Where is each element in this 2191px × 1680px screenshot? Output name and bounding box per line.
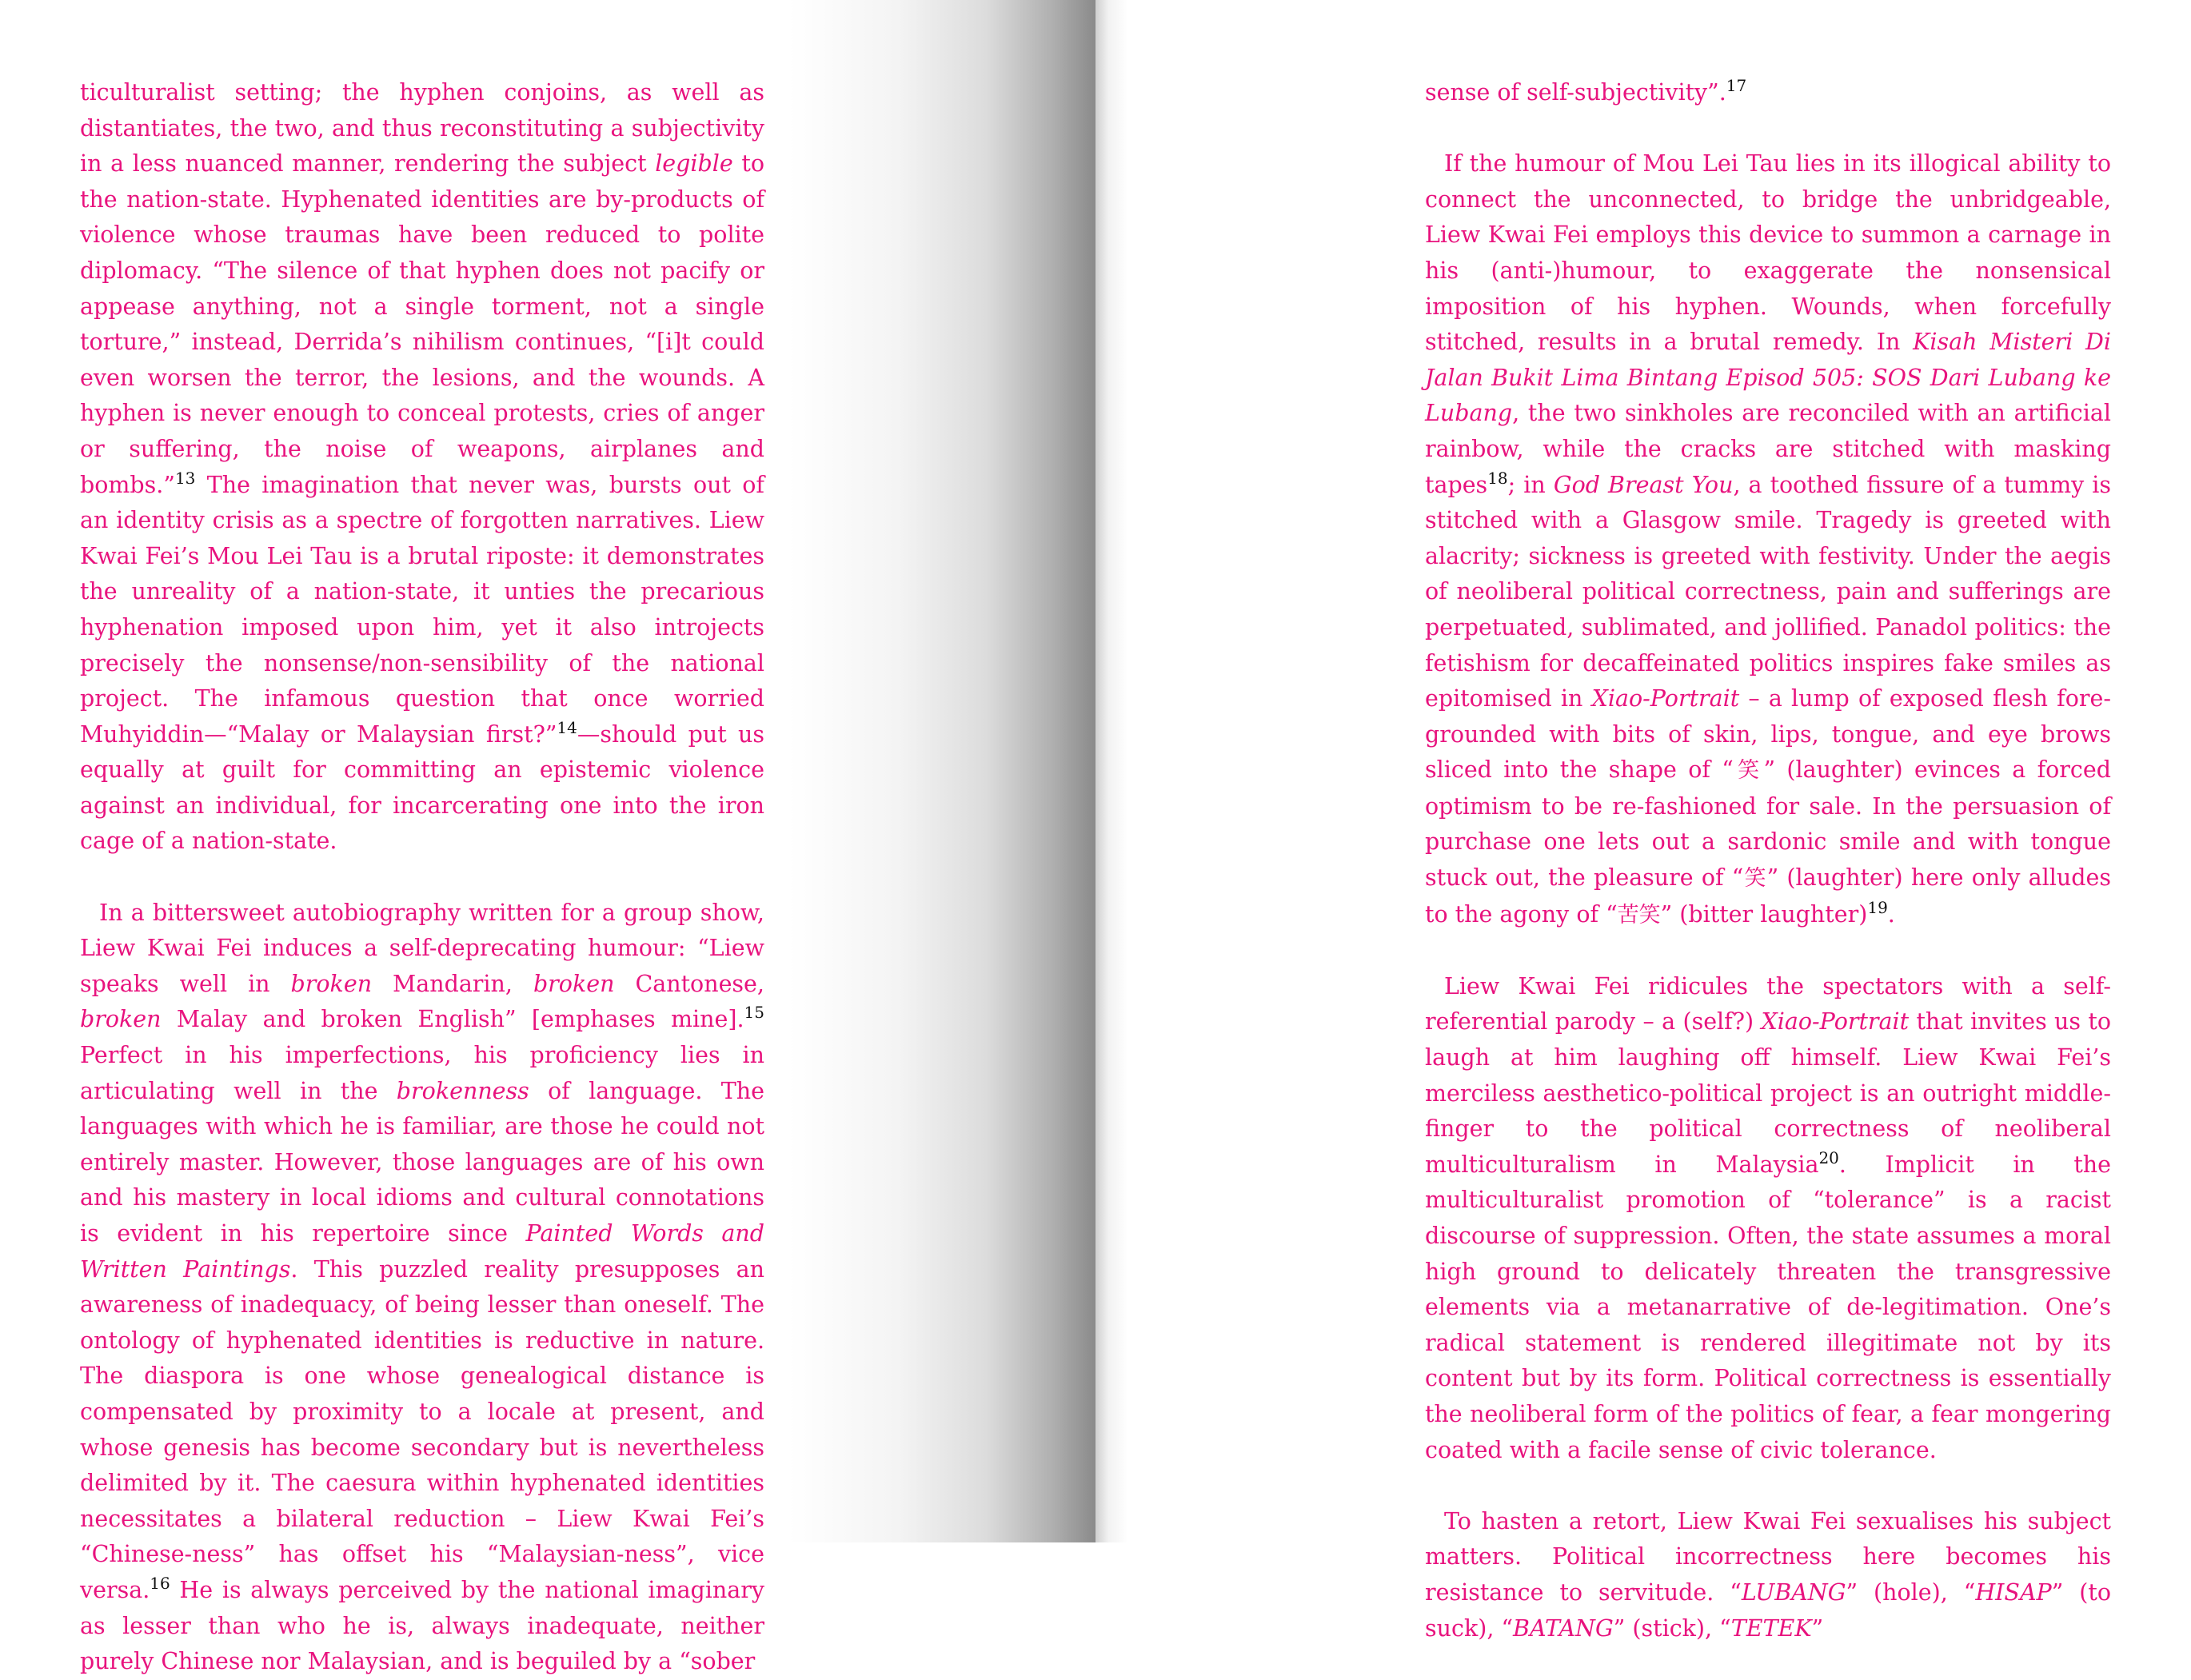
body-text-run: . xyxy=(1887,900,1895,928)
italic-title-text: BATANG xyxy=(1513,1614,1614,1642)
footnote-marker: 20 xyxy=(1818,1147,1839,1167)
body-text-run: . Implicit in the multiculturalist promotion of “tolerance” is a racist discourse of suppression. Often, the state assumes a moral high ground to delicately threaten the transgressive elements via a metanarrative of de-legitimation. One’s radical statement is rendered illegitimate not by its content but by its form. Political correctness is essentially the neoliberal form of the politics of fear, a fear mongering coated with a facile sense of civic tolerance. xyxy=(1425,1151,2111,1463)
body-text-run: sense of self-subjectivity”. xyxy=(1425,79,1726,106)
footnote-marker: 18 xyxy=(1487,468,1508,488)
body-text-run: , a toothed fissure of a tummy is stitched with a Glasgow smile. Tragedy is greeted with alacrity; sickness is greeted with festivity. Under the aegis of neoliberal political correctness, pain and sufferings are perpetuated, sublimated, and jollified. Panadol politics: the fetishism for decaffeinated politics inspires fake smiles as epitomised in xyxy=(1425,471,2111,712)
italic-title-text: LUBANG xyxy=(1741,1578,1846,1606)
right-page-text-column xyxy=(1425,75,2111,1646)
body-text-run: ” (hole), “ xyxy=(1846,1578,1976,1606)
italic-title-text: broken xyxy=(80,1006,162,1033)
italic-title-text: Kisah Misteri Di Jalan Bukit Lima Bintang Episod 505: SOS Dari Lubang ke Lubang xyxy=(1425,329,2111,427)
footnote-marker: 17 xyxy=(1726,76,1747,95)
chinese-character-text: 笑 xyxy=(1743,866,1767,892)
body-paragraph xyxy=(80,75,764,860)
body-paragraph xyxy=(1425,1504,2111,1646)
body-text-run: Cantonese, xyxy=(614,970,764,997)
body-text-run: . This puzzled reality presupposes an awareness of inadequacy, of being lesser than oneself. The ontology of hyphenated identities is reductive in nature. The diaspora is one whose genealogical distance is compensated by proximity to a locale at present, and whose genesis has become secondary but is nevertheless delimited by it. The caesura within hyphenated identities necessitates a bilateral reduction – Liew Kwai Fei’s “Chinese-ness” has offset his “Malaysian-ness”, vice versa. xyxy=(80,1255,764,1603)
body-text-run: , the two sinkholes are reconciled with an artificial rainbow, while the cracks are stitched with masking tapes xyxy=(1425,400,2111,498)
body-text-run: ” (to suck), “ xyxy=(1425,1578,2111,1642)
footnote-marker: 16 xyxy=(150,1573,170,1593)
italic-title-text: Xiao-Portrait xyxy=(1591,685,1740,712)
italic-title-text: broken xyxy=(290,970,373,997)
italic-title-text: God Breast You xyxy=(1553,471,1734,498)
body-text-run: of language. The languages with which he is familiar, are those he could not entirely master. However, those languages are of his own and his mastery in local idioms and cultural connotations is evident in his repertoire since xyxy=(80,1077,764,1247)
body-text-run: Perfect in his imperfections, his proficiency lies in articulating well in the xyxy=(80,1042,764,1104)
italic-title-text: HISAP xyxy=(1975,1578,2052,1606)
body-paragraph xyxy=(1425,75,2111,111)
body-text-run: ” (stick), “ xyxy=(1613,1614,1731,1642)
body-text-run: ticulturalist setting; the hyphen conjoins, as well as distantiates, the two, and thus reconstituting a subjectivity in a less nuanced manner, rendering the subject xyxy=(80,79,764,178)
footnote-marker: 15 xyxy=(744,1003,764,1023)
footnote-marker: 13 xyxy=(174,468,196,488)
footnote-marker: 19 xyxy=(1867,897,1888,917)
footnote-marker: 14 xyxy=(557,717,577,737)
body-text-run: ” (laughter) here only alludes to the agony of “ xyxy=(1425,864,2111,928)
chinese-character-text: 笑 xyxy=(1733,758,1764,784)
italic-title-text: brokenness xyxy=(396,1077,529,1104)
body-text-run: Mandarin, xyxy=(372,970,533,997)
body-text-run: ; in xyxy=(1507,471,1554,498)
body-text-run: The imagination that never was, bursts out of an identity crisis as a spectre of forgotten narratives. Liew Kwai Fei’s Mou Lei Tau is a brutal riposte: it demonstrates the unreality of a nation-state, it unties the precarious hyphenation imposed upon him, yet it also introjects precisely the nonsense/non-sensibility of the national project. The infamous question that once worried Muhyiddin—“Malay or Malaysian first?” xyxy=(80,471,764,748)
body-text-run: Malay and broken English” [emphases mine]. xyxy=(161,1006,744,1033)
italic-title-text: broken xyxy=(533,970,615,997)
left-page-text-column xyxy=(80,75,764,1680)
body-text-run: that invites us to laugh at him laughing off himself. Liew Kwai Fei’s merciless aesthetico-political project is an outright middle-finger to the political correctness of neoliberal multiculturalism in Malaysia xyxy=(1425,1008,2112,1178)
body-text-run: – a lump of exposed flesh fore-grounded with bits of skin, lips, tongue, and eye brows sliced into the shape of “ xyxy=(1425,685,2111,784)
body-paragraph xyxy=(80,896,764,1680)
body-text-run: If the humour of Mou Lei Tau lies in its illogical ability to connect the unconnected, to bridge the unbridgeable, Liew Kwai Fei employs this device to summon a carnage in his (anti-)humour, to exaggerate the nonsensical imposition of his hyphen. Wounds, when forcefully stitched, results in a brutal remedy. In xyxy=(1425,150,2111,356)
body-text-run: —should put us equally at guilt for committing an epistemic violence against an individual, for incarcerating one into the iron cage of a nation-state. xyxy=(80,720,764,855)
italic-title-text: Xiao-Portrait xyxy=(1761,1008,1910,1036)
body-text-run: In a bittersweet autobiography written for a group show, Liew Kwai Fei induces a self-deprecating humour: “Liew speaks well in xyxy=(80,899,764,997)
body-text-run: to the nation-state. Hyphenated identities are by-products of violence whose traumas have been reduced to polite diplomacy. “The silence of that hyphen does not pacify or appease anything, not a single torment, not a single torture,” instead, Derrida’s nihilism continues, “[i]t could even worsen the terror, the lesions, and the wounds. A hyphen is never enough to conceal protests, cries of anger or suffering, the noise of weapons, airplanes and bombs.” xyxy=(80,150,764,498)
italic-title-text: legible xyxy=(655,150,733,178)
body-text-run: ” (bitter laughter) xyxy=(1660,900,1868,928)
body-text-run: ” (laughter) evinces a forced optimism to be re-fashioned for sale. In the persuasion of purchase one lets out a sardonic smile and with tongue stuck out, the pleasure of “ xyxy=(1425,756,2112,892)
body-text-run: Liew Kwai Fei ridicules the spectators with a self-referential parody – a (self?) xyxy=(1425,972,2111,1036)
italic-title-text: Painted Words and Written Paintings xyxy=(80,1220,765,1283)
body-text-run: To hasten a retort, Liew Kwai Fei sexualises his subject matters. Political incorrectness here becomes his resistance to servitude. “ xyxy=(1425,1507,2111,1606)
body-paragraph xyxy=(1425,146,2111,933)
body-text-run: He is always perceived by the national imaginary as lesser than who he is, always inadequate, neither purely Chinese nor Malaysian, and is beguiled by a “sober xyxy=(80,1576,764,1675)
body-text-run: ” xyxy=(1811,1614,1824,1642)
italic-title-text: TETEK xyxy=(1730,1614,1812,1642)
chinese-character-text: 苦笑 xyxy=(1617,902,1661,928)
body-paragraph xyxy=(1425,969,2111,1468)
